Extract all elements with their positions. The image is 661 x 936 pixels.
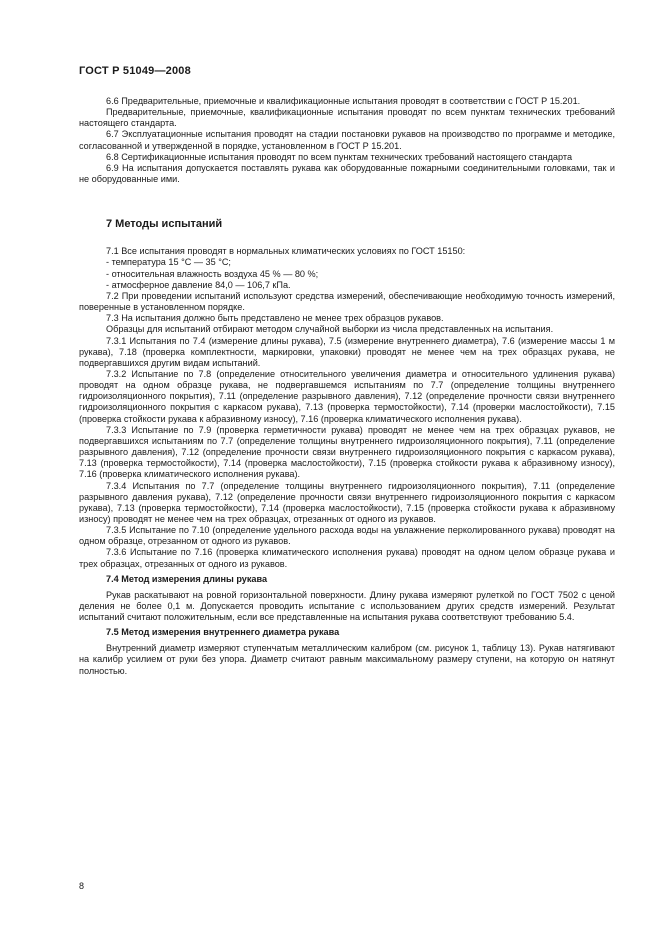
subsection-7-5-heading: 7.5 Метод измерения внутреннего диаметра рукава bbox=[106, 627, 340, 638]
clause-7-3-6: 7.3.6 Испытание по 7.16 (проверка климатического исполнения рукава) проводят на одном целом образце рукава и трех образцах, отрезанных от одного из рукавов. bbox=[79, 547, 615, 569]
clause-7-3-2: 7.3.2 Испытание по 7.8 (определение относительного увеличения диаметра и относительного удлинения рукава) проводят на одном образце рукава, не подвергавшемся испытаниям по 7.7 (определение толщины внутреннего гидроизоляционного покрытия), 7.11 (определение разрывного давления), 7.12 (определение прочности связи внутреннего гидроизоляционного покрытия с каркасом рукава), 7.13 (проверка термостойкости), 7.14 (проверки маслостойкости), 7.15 (проверка стойкости рукава к абразивному износу), 7.16 (проверка климатического исполнения рукава). bbox=[79, 368, 615, 424]
clause-7-3-4: 7.3.4 Испытания по 7.7 (определение толщины внутреннего гидроизоляционного покрытия), 7.11 (определение разрывного давления рукава), 7.12 (определение прочности связи внутреннего гидроизоляционного покрытия с каркасом рукава), 7.13 (проверка термостойкости), 7.14 (проверка маслостойкости), 7.15 (проверка стойкости рукава к абразивному износу) проводят не менее чем на трех образцах, отрезанных от одного из рукавов. bbox=[79, 480, 615, 524]
document-header: ГОСТ Р 51049—2008 bbox=[79, 65, 191, 77]
clause-6-8: 6.8 Сертификационные испытания проводят по всем пунктам технических требований настоящего стандарта bbox=[106, 151, 573, 162]
clause-6-7: 6.7 Эксплуатационные испытания проводят на стадии постановки рукавов на производство по программе и методике, согласованной и утвержденной в порядке, установленном в ГОСТ Р 15.201. bbox=[79, 129, 615, 151]
clause-6-9: 6.9 На испытания допускается поставлять рукава как оборудованные пожарными соединительными головками, так и не оборудованные ими. bbox=[79, 162, 615, 185]
subsection-7-4-heading: 7.4 Метод измерения длины рукава bbox=[106, 573, 268, 584]
clause-7-4-text: Рукав раскатывают на ровной горизонтальной поверхности. Длину рукава измеряют рулеткой по ГОСТ 7502 с ценой деления не более 0,1 м. Допускается проводить испытание с использованием других средств измерений. Результат испытаний считают положительным, если все представленные на испытания рукава соответствуют требованию 5.4. bbox=[79, 589, 615, 623]
clause-7-3-1: 7.3.1 Испытания по 7.4 (измерение длины рукава), 7.5 (измерение внутреннего диаметра), 7.6 (измерение массы 1 м рукава), 7.18 (проверка комплектности, маркировки, упаковки) проводят не менее чем на трех образцах рукава, не подвергавшихся другим видам испытаний. bbox=[79, 335, 615, 368]
page-number: 8 bbox=[79, 881, 85, 891]
clause-6-6-note: Предварительные, приемочные, квалификационные испытания проводят по всем пунктам технических требований настоящего стандарта. bbox=[79, 107, 615, 129]
clause-7-1: 7.1 Все испытания проводят в нормальных климатических условиях по ГОСТ 15150: bbox=[106, 246, 466, 257]
clause-7-3-note: Образцы для испытаний отбирают методом случайной выборки из числа представленных на испытания. bbox=[106, 324, 554, 335]
clause-7-5-text: Внутренний диаметр измеряют ступенчатым металлическим калибром (см. рисунок 1, таблицу 13). Рукав натягивают на калибр усилием от руки без упора. Диаметр считают равным максимальному размеру ступени, на которую он натянут полностью. bbox=[79, 643, 615, 676]
list-item-temperature: - температура 15 °С — 35 °С; bbox=[106, 257, 231, 268]
clause-6-6: 6.6 Предварительные, приемочные и квалификационные испытания проводят в соответствии с ГОСТ Р 15.201. bbox=[106, 96, 581, 106]
section-7-heading: 7 Методы испытаний bbox=[106, 218, 223, 231]
document-body bbox=[79, 96, 615, 677]
clause-7-3: 7.3 На испытания должно быть представлено не менее трех образцов рукавов. bbox=[106, 313, 444, 324]
list-item-pressure: - атмосферное давление 84,0 — 106,7 кПа. bbox=[106, 279, 291, 290]
list-item-humidity: - относительная влажность воздуха 45 % — 80 %; bbox=[106, 268, 319, 279]
clause-7-3-3: 7.3.3 Испытание по 7.9 (проверка герметичности рукава) проводят не менее чем на трех образцах рукавов, не подвергавшихся испытаниям по 7.7 (определение толщины внутреннего гидроизоляционного покрытия), 7.11 (определение разрывного давления), 7.12 (определение прочности связи внутреннего гидроизоляционного покрытия с каркасом рукава), 7.13 (проверка термостойкости), 7.14 (проверка маслостойкости), 7.15 (проверка стойкости рукава к абразивному износу), 7.16 (проверка климатического исполнения рукава). bbox=[79, 424, 615, 480]
clause-7-3-5: 7.3.5 Испытание по 7.10 (определение удельного расхода воды на увлажнение перколированного рукава) проводят на одном образце, отрезанном от одного из рукавов. bbox=[79, 525, 615, 547]
clause-7-2: 7.2 При проведении испытаний используют средства измерений, обеспечивающие необходимую точность измерений, поверенные в установленном порядке. bbox=[79, 290, 615, 313]
